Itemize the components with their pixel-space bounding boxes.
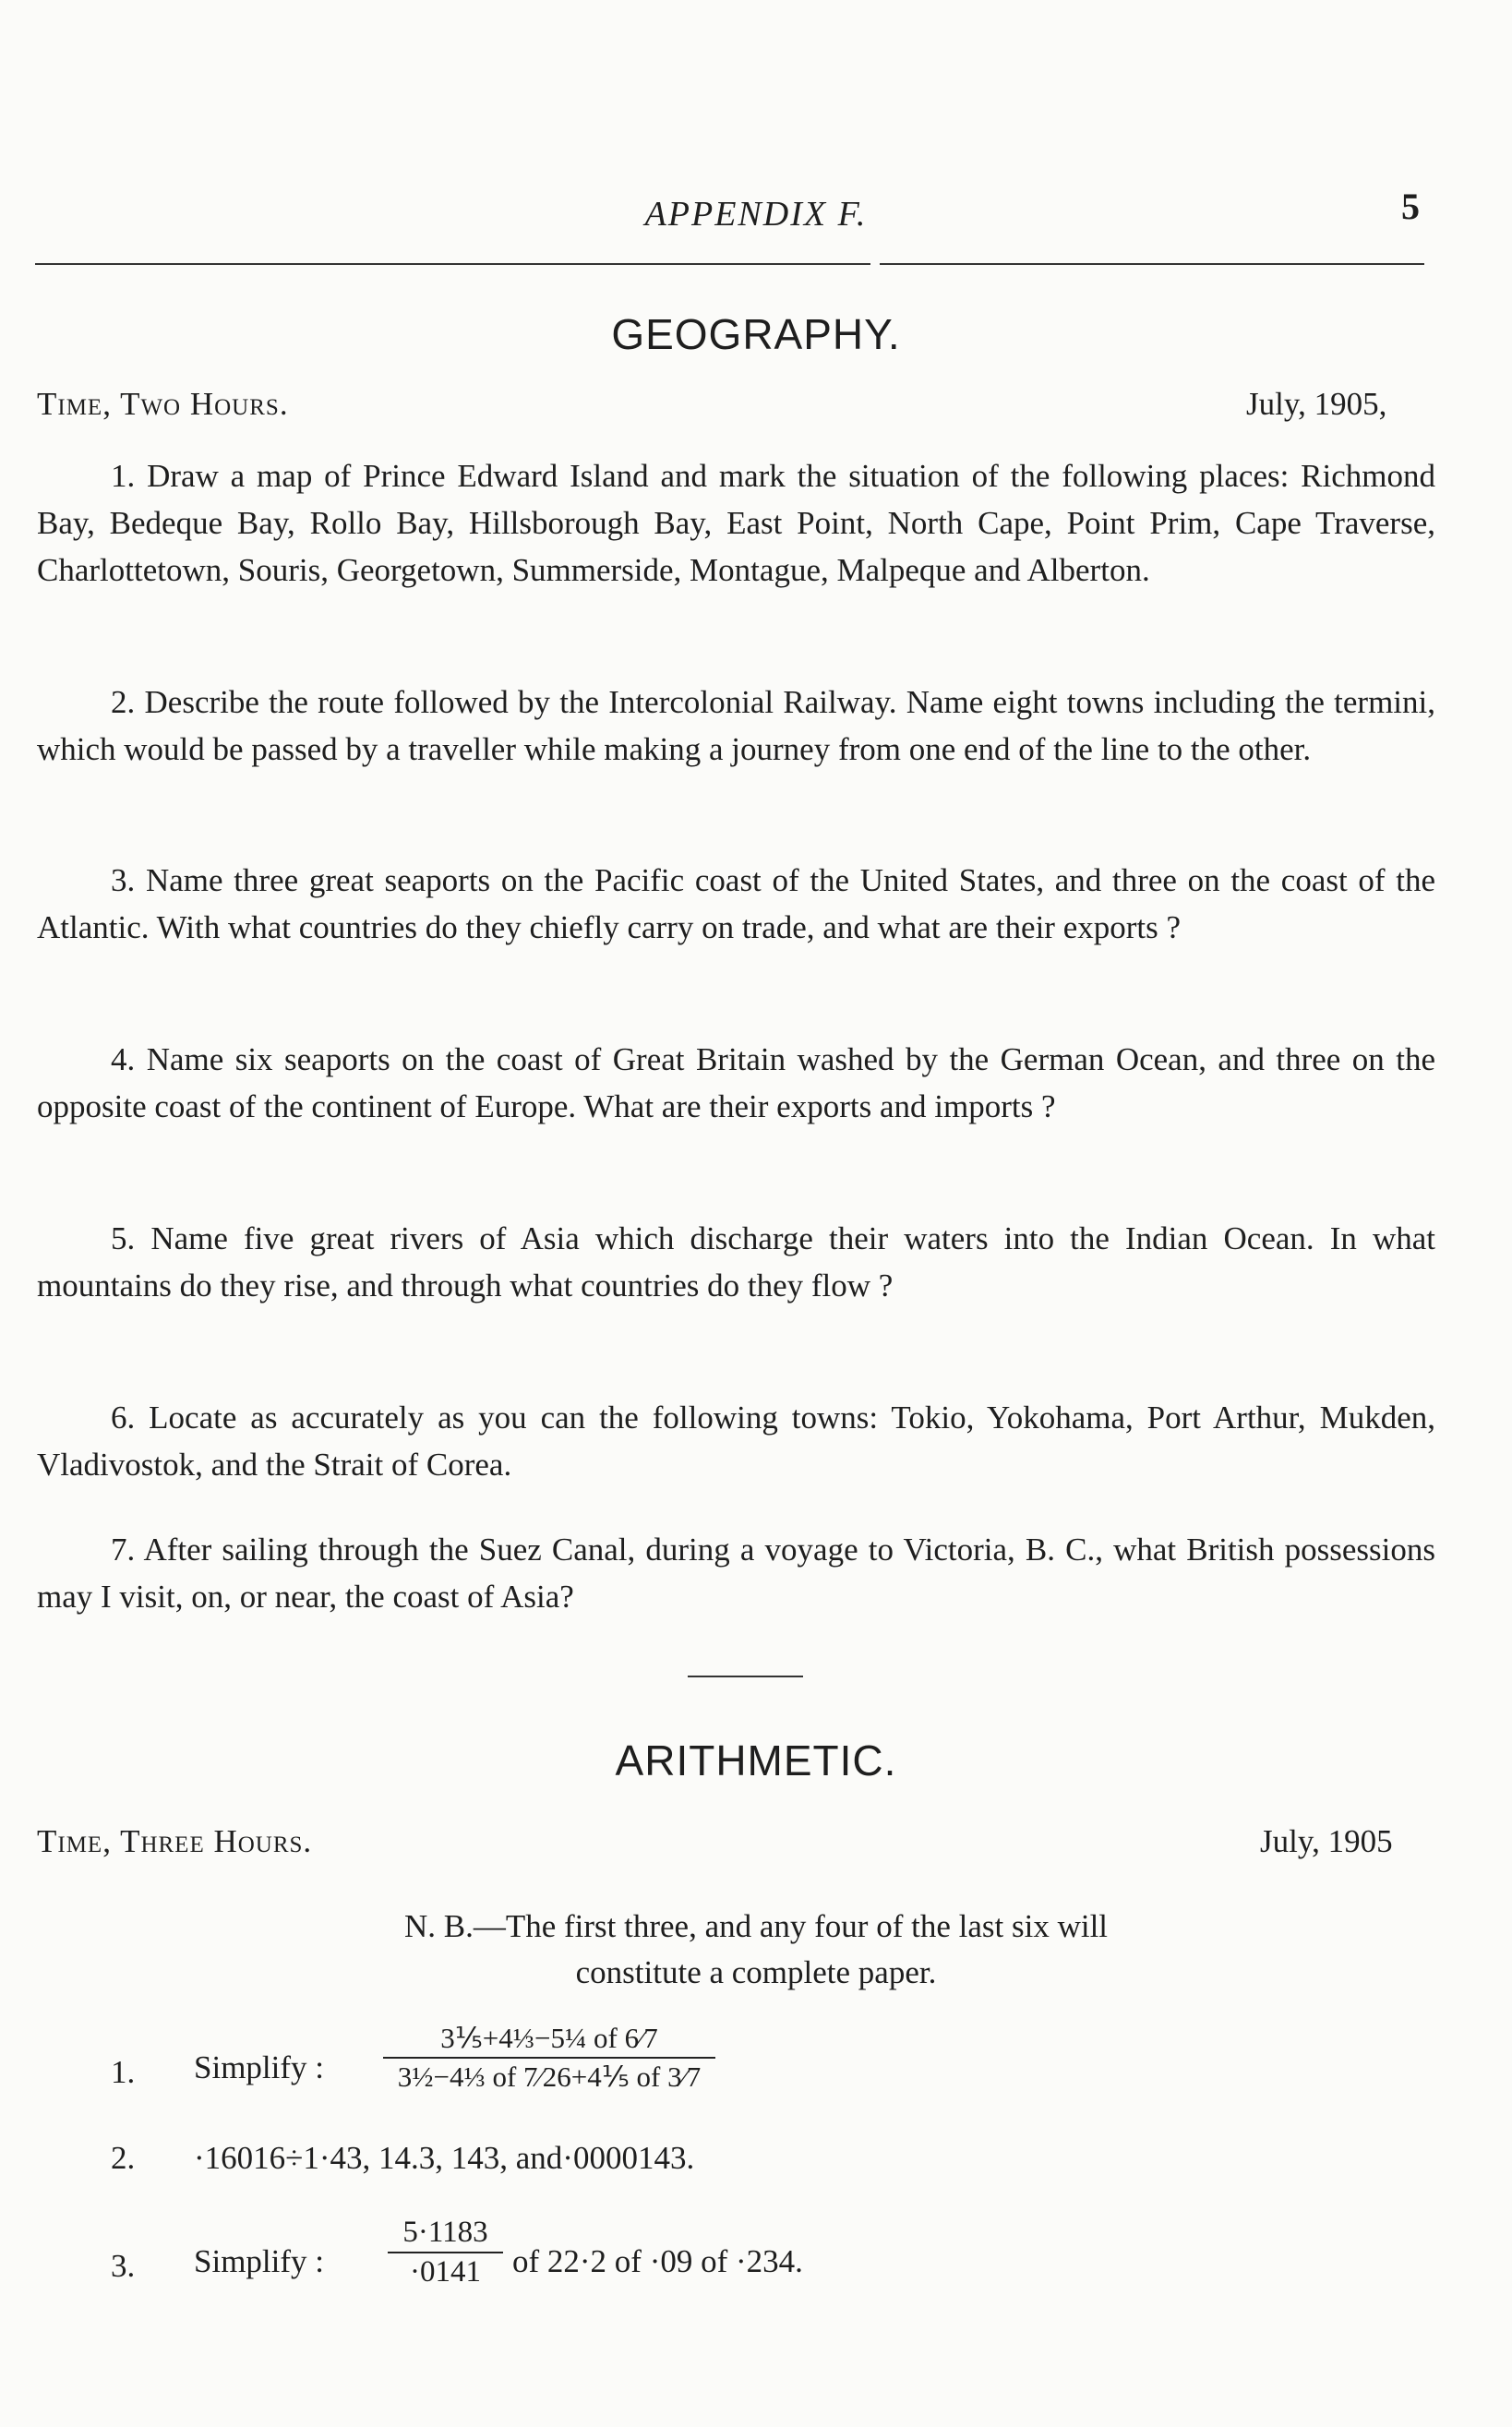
geography-time: Time, Two Hours. (37, 386, 289, 422)
geography-date: July, 1905, (1246, 386, 1387, 422)
running-title: APPENDIX F. (644, 195, 868, 234)
geography-question-7: 7. After sailing through the Suez Canal, during a voyage to Victoria, B. C., what British possessions may I visit, on, or near, the coast of Asia? (37, 1532, 1435, 1615)
arithmetic-date: July, 1905 (1260, 1823, 1393, 1859)
fraction-expression (383, 2022, 715, 2094)
header-rule-right (880, 263, 1424, 265)
fraction-denominator: 3½−4⅓ of 7⁄26+4⅕ of 3⁄7 (397, 2061, 702, 2093)
question-text: ·16016÷1·43, 14.3, 143, and·0000143. (194, 2140, 695, 2176)
fraction-numerator: 5·1183 (402, 2216, 488, 2249)
question-number: 3. (111, 2248, 136, 2284)
geography-title: GEOGRAPHY. (611, 310, 901, 358)
question-number: 2. (111, 2140, 136, 2176)
fraction-expression (388, 2216, 503, 2289)
header-rule-left (35, 263, 870, 265)
geography-question-6: 6. Locate as accurately as you can the following towns: Tokio, Yokohama, Port Arthur, Mukden, Vladivostok, and the Strait of Corea. (37, 1400, 1435, 1483)
page-number: 5 (1401, 186, 1420, 227)
arithmetic-question-2 (0, 2140, 1512, 2186)
geography-question-4: 4. Name six seaports on the coast of Great Britain washed by the German Ocean, and three on the opposite coast of the continent of Europe. What are their exports and imports ? (37, 1041, 1435, 1124)
fraction-bar (383, 2057, 715, 2059)
arithmetic-question-3 (0, 2216, 1512, 2317)
instructions-note (0, 1904, 1512, 1996)
arithmetic-time: Time, Three Hours. (37, 1823, 313, 1859)
instructions-line-2: constitute a complete paper. (575, 1954, 937, 1990)
question-number: 1. (111, 2054, 136, 2090)
geography-question-3: 3. Name three great seaports on the Pacific coast of the United States, and three on the coast of the Atlantic. With what countries do they chiefly carry on trade, and what are their exports ? (37, 862, 1435, 945)
geography-question-1: 1. Draw a map of Prince Edward Island and mark the situation of the following places: Richmond Bay, Bedeque Bay, Rollo Bay, Hillsborough Bay, East Point, North Cape, Point Prim, Cape Traverse, Charlottetown, Souris, Georgetown, Summerside, Montague, Malpeque and Alberton. (37, 458, 1435, 588)
arithmetic-title: ARITHMETIC. (615, 1736, 897, 1784)
geography-question-5: 5. Name five great rivers of Asia which discharge their waters into the Indian Ocean. In what mountains do they rise, and through what countries do they flow ? (37, 1220, 1435, 1304)
instructions-line-1: N. B.—The first three, and any four of the last six will (403, 1908, 1109, 1944)
fraction-bar (388, 2252, 503, 2253)
question-label: Simplify : (194, 2049, 324, 2085)
question-label: Simplify : (194, 2243, 324, 2279)
arithmetic-question-1 (0, 2022, 1512, 2123)
fraction-numerator: 3⅕+4⅓−5¼ of 6⁄7 (440, 2022, 658, 2054)
question-tail: of 22·2 of ·09 of ·234. (512, 2243, 803, 2279)
fraction-denominator: ·0141 (410, 2255, 481, 2289)
section-divider (688, 1676, 803, 1677)
geography-question-2: 2. Describe the route followed by the Intercolonial Railway. Name eight towns including the termini, which would be passed by a traveller while making a journey from one end of the line to the other. (37, 684, 1435, 767)
